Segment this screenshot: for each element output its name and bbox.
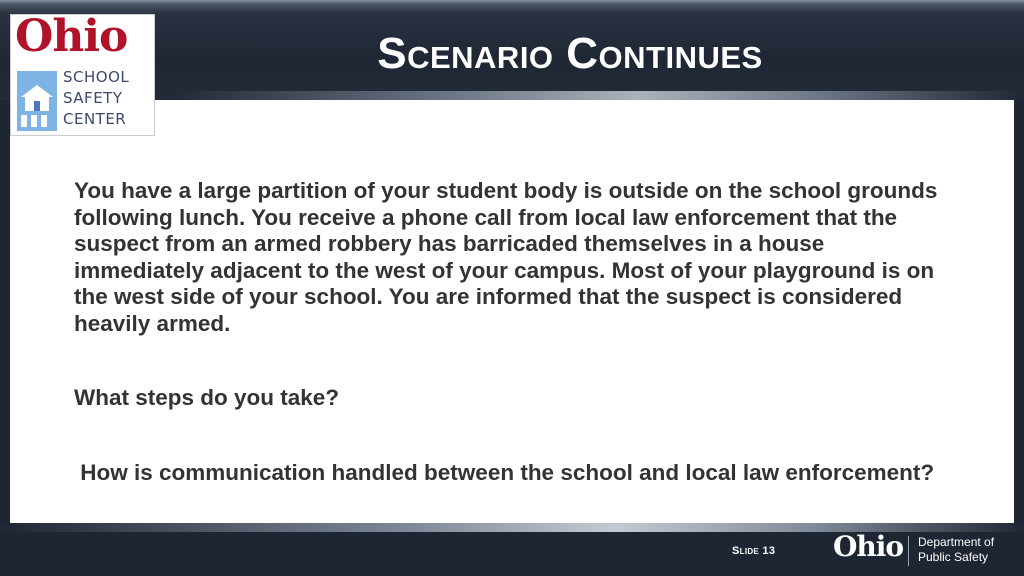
logo-line-center: CENTER — [63, 110, 127, 128]
logo-subtitle — [63, 67, 129, 130]
footer-logo-divider — [908, 536, 909, 566]
logo-line-school: SCHOOL — [63, 68, 130, 86]
scenario-paragraph: You have a large partition of your student body is outside on the school grounds following lunch. You receive a phone call from local law enforcement that the suspect from an armed robbery has barricaded themselves in a house immediately adjacent to the west of your campus. Most of your playground is on the west side of your school. You are informed that the suspect is considered heavily armed. — [74, 178, 938, 336]
slide-number: Slide 13 — [732, 545, 776, 557]
question-communication: How is communication handled between the school and local law enforcement? — [74, 460, 935, 485]
logo-ohio-word: Ohio — [15, 11, 128, 62]
footer-ohio-logo: Ohio — [833, 530, 904, 563]
school-building-icon — [17, 71, 61, 131]
slide-title: Scenario Continues — [377, 29, 763, 78]
title-underline — [165, 91, 1024, 100]
question-steps: What steps do you take? — [74, 385, 340, 410]
department-of-public-safety-label — [918, 535, 994, 565]
logo-line-safety: SAFETY — [63, 89, 123, 107]
ohio-school-safety-center-logo — [10, 11, 155, 136]
dept-line-1: Department of — [918, 535, 995, 549]
dept-line-2: Public Safety — [918, 550, 989, 564]
